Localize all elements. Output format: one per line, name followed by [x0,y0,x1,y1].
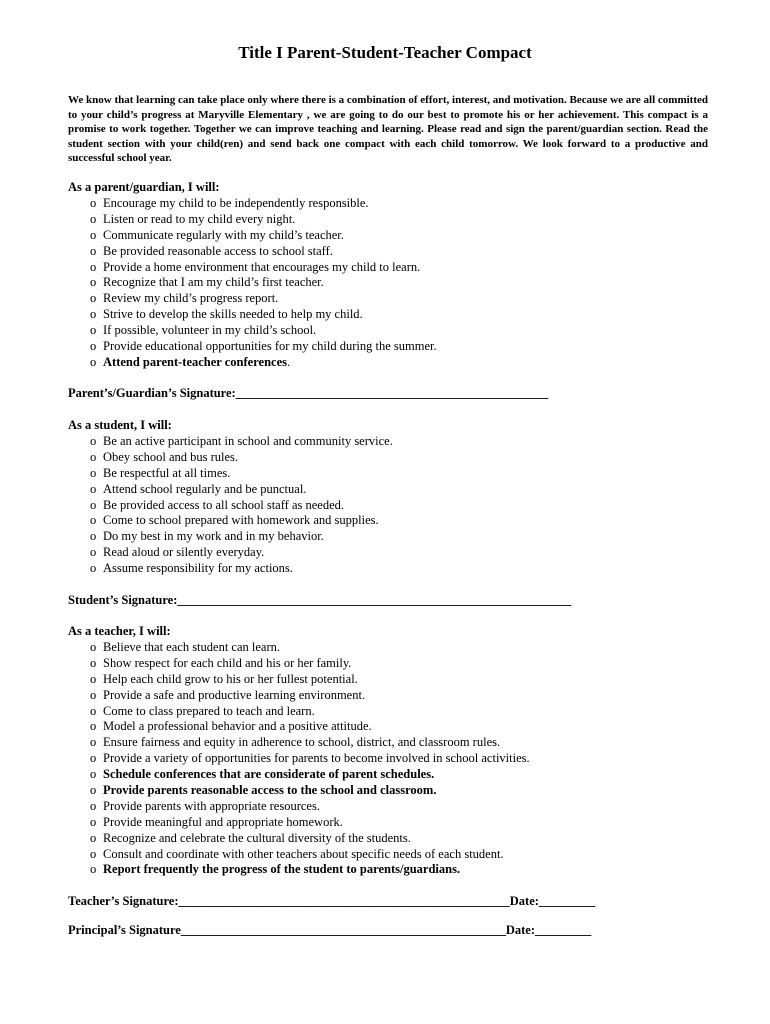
principal-signature-line: Principal’s Signature____________________________________________________Date:_________ [68,923,592,937]
list-item: o Be provided access to all school staff as needed. [90,497,345,512]
list-item: o Listen or read to my child every night. [90,211,296,226]
student-section-heading: As a student, I will: [68,418,172,432]
list-item: o Strive to develop the skills needed to help my child. [90,307,363,322]
bullet-icon: o [90,275,97,290]
list-item: o Model a professional behavior and a positive attitude. [90,719,372,734]
list-item: o Provide parents with appropriate resources. [90,798,320,813]
parent-signature-line: Parent’s/Guardian’s Signature:__________________________________________________ [68,386,549,400]
list-item: o If possible, volunteer in my child’s school. [90,323,317,338]
list-item: o Come to class prepared to teach and learn. [90,703,315,718]
bullet-icon: o [90,751,97,766]
bullet-icon: o [90,354,97,369]
bullet-icon: o [90,291,97,306]
bullet-icon: o [90,687,97,702]
bullet-icon: o [90,323,97,338]
parent-section-heading: As a parent/guardian, I will: [68,180,220,194]
bullet-icon: o [90,513,97,528]
page-title: Title I Parent-Student-Teacher Compact [238,43,532,62]
list-item: o Read aloud or silently everyday. [90,545,265,560]
list-item: o Be respectful at all times. [90,465,231,480]
list-item: o Communicate regularly with my child’s teacher. [90,227,344,242]
parent-commitments-list [90,196,437,371]
list-item: o Provide educational opportunities for my child during the summer. [90,339,437,354]
list-item: o Provide a home environment that encourages my child to learn. [90,259,421,274]
intro-paragraph: We know that learning can take place only where there is a combination of effort, interest, and motivation. Because we are all committed to your child’s progress at Maryville Elementary , we are going to do our best to promote his or her achievement. This compact is a promise to work together. Together we can improve teaching and learning. Please read and sign the parent/guardian section. Read the student section with your child(ren) and send back one compact with each child tomorrow. We look forward to a productive and successful school year. [68,94,708,164]
bullet-icon: o [90,465,97,480]
list-item: o Show respect for each child and his or her family. [90,655,352,670]
bullet-icon: o [90,798,97,813]
list-item: o Attend parent-teacher conferences. [90,354,291,369]
list-item: o Provide a variety of opportunities for parents to become involved in school activities. [90,751,530,766]
bullet-icon: o [90,703,97,718]
bullet-icon: o [90,481,97,496]
list-item: o Come to school prepared with homework and supplies. [90,513,379,528]
bullet-icon: o [90,561,97,576]
bullet-icon: o [90,449,97,464]
bullet-icon: o [90,196,97,210]
bullet-icon: o [90,735,97,750]
list-item: o Provide meaningful and appropriate homework. [90,814,343,829]
list-item: o Be an active participant in school and community service. [90,434,393,448]
bullet-icon: o [90,671,97,686]
list-item: o Encourage my child to be independently responsible. [90,196,369,210]
list-item: o Provide parents reasonable access to the school and classroom. [90,783,437,798]
list-item: o Recognize and celebrate the cultural diversity of the students. [90,830,411,845]
bullet-icon: o [90,545,97,560]
list-item: o Report frequently the progress of the student to parents/guardians. [90,862,461,877]
list-item: o Provide a safe and productive learning environment. [90,687,366,702]
bullet-icon: o [90,529,97,544]
list-item: o Consult and coordinate with other teachers about specific needs of each student. [90,846,504,861]
teacher-commitments-list [90,640,530,878]
bullet-icon: o [90,767,97,782]
bullet-icon: o [90,640,97,654]
bullet-icon: o [90,862,97,877]
list-item: o Be provided reasonable access to school staff. [90,243,333,258]
list-item: o Review my child’s progress report. [90,291,279,306]
list-item: o Recognize that I am my child’s first teacher. [90,275,324,290]
list-item: o Attend school regularly and be punctual. [90,481,307,496]
list-item: o Assume responsibility for my actions. [90,561,293,576]
bullet-icon: o [90,814,97,829]
bullet-icon: o [90,307,97,322]
list-item: o Do my best in my work and in my behavior. [90,529,324,544]
list-item: o Help each child grow to his or her fullest potential. [90,671,358,686]
bullet-icon: o [90,339,97,354]
bullet-icon: o [90,719,97,734]
bullet-icon: o [90,434,97,448]
bullet-icon: o [90,259,97,274]
list-item: o Ensure fairness and equity in adherence to school, district, and classroom rules. [90,735,501,750]
bullet-icon: o [90,655,97,670]
list-item: o Obey school and bus rules. [90,449,239,464]
list-item: o Schedule conferences that are considerate of parent schedules. [90,767,435,782]
teacher-section-heading: As a teacher, I will: [68,624,171,638]
bullet-icon: o [90,846,97,861]
bullet-icon: o [90,830,97,845]
bullet-icon: o [90,227,97,242]
bullet-icon: o [90,497,97,512]
student-commitments-list [90,434,393,577]
teacher-signature-line: Teacher’s Signature:_____________________________________________________Date:_________ [68,894,596,908]
bullet-icon: o [90,243,97,258]
bullet-icon: o [90,211,97,226]
student-signature-line: Student’s Signature:_______________________________________________________________ [68,593,572,607]
list-item: o Believe that each student can learn. [90,640,281,654]
bullet-icon: o [90,783,97,798]
